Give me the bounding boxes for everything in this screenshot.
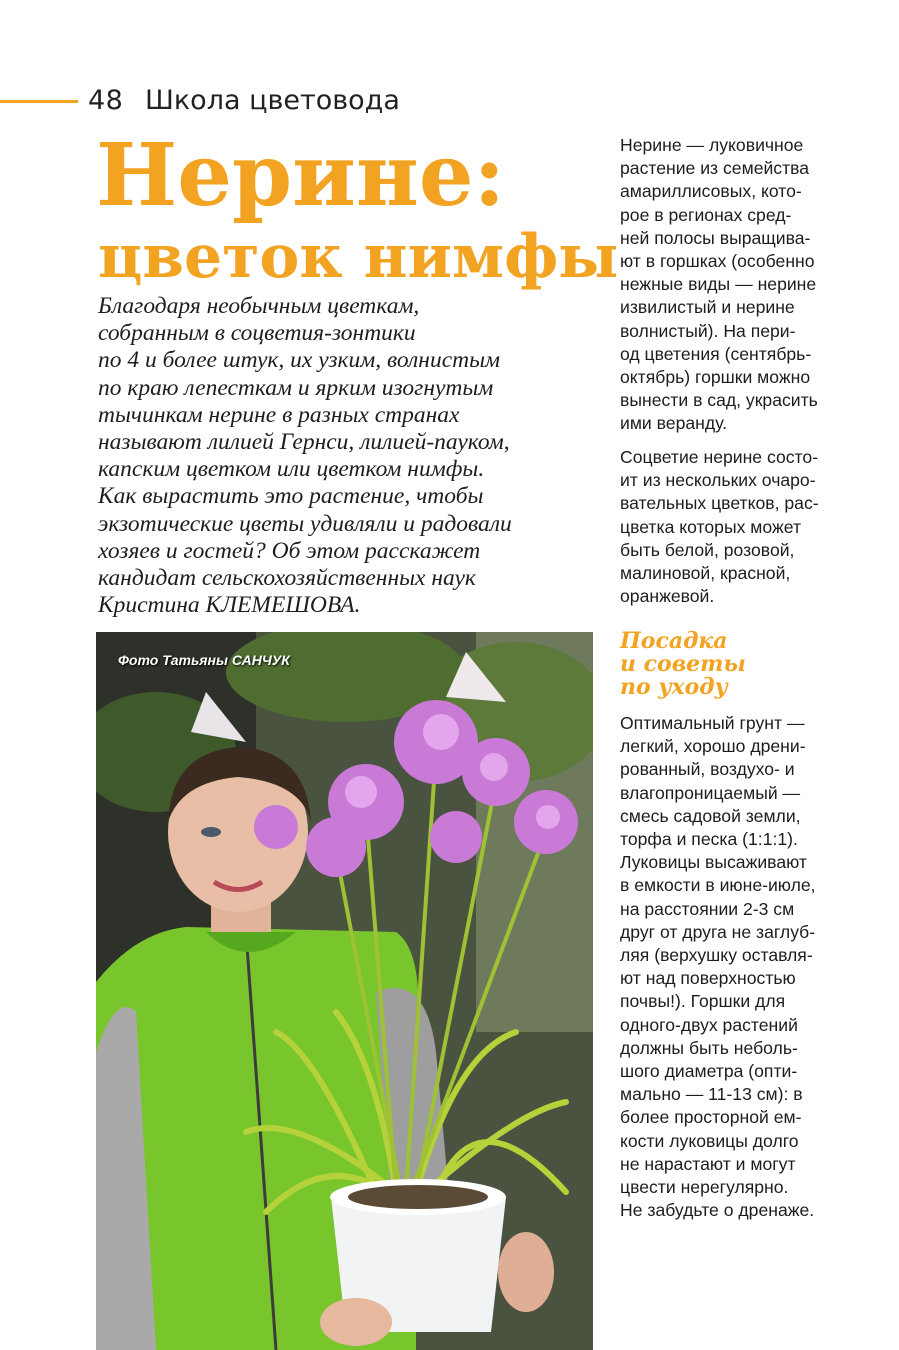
subheading-line: и советы: [620, 651, 746, 677]
inflorescence-paragraph: [620, 446, 858, 608]
text-line: рое в регионах сред-: [620, 204, 792, 225]
page-number: 48: [88, 85, 124, 116]
text-line: рованный, воздухо- и: [620, 759, 795, 780]
subheading-line: Посадка: [620, 628, 728, 654]
text-line: вательных цветков, рас-: [620, 493, 819, 514]
text-line: малиновой, красной,: [620, 563, 791, 584]
lead-line: тычинкам нерине в разных странах: [98, 401, 460, 428]
lead-line: экзотические цветы удивляли и радовали: [98, 510, 512, 537]
text-line: Соцветие нерине состо-: [620, 447, 819, 467]
lead-line: собранным в соцветия-зонтики: [98, 320, 416, 347]
text-line: цвести нерегулярно.: [620, 1177, 789, 1198]
lead-line: Благодаря необычным цветкам,: [98, 293, 420, 319]
text-line: торфа и песка (1:1:1).: [620, 829, 798, 850]
text-line: друг от друга не заглуб-: [620, 921, 816, 942]
photo-credit: Фото Татьяны САНЧУК: [118, 652, 290, 668]
text-line: кости луковицы долго: [620, 1130, 799, 1151]
care-subheading: [620, 630, 870, 699]
text-line: волнистый). На пери-: [620, 320, 796, 341]
lead-line: называют лилией Гернси, лилией-пауком,: [98, 429, 510, 456]
article-title-line1: Нерине:: [96, 125, 506, 226]
lead-line: Кристина КЛЕМЕШОВА.: [98, 592, 361, 619]
text-line: ими веранду.: [620, 413, 728, 434]
text-line: шого диаметра (опти-: [620, 1061, 798, 1082]
text-line: од цветения (сентябрь-: [620, 343, 812, 364]
lead-line: по краю лепесткам и ярким изогнутым: [98, 374, 494, 401]
text-line: октябрь) горшки можно: [620, 367, 811, 388]
text-line: оранжевой.: [620, 586, 715, 607]
text-line: мально — 11-13 см): в: [620, 1084, 803, 1105]
text-line: извилистый и нерине: [620, 297, 795, 318]
text-line: должны быть неболь-: [620, 1037, 798, 1058]
text-line: на расстоянии 2-3 см: [620, 898, 795, 919]
lead-line: Как вырастить это растение, чтобы: [98, 483, 484, 510]
text-line: влагопроницаемый —: [620, 782, 801, 803]
text-line: Луковицы высаживают: [620, 852, 807, 873]
header-rule: [0, 100, 78, 103]
text-line: в емкости в июне-июле,: [620, 875, 816, 896]
text-line: более просторной ем-: [620, 1107, 802, 1128]
text-line: не нарастают и могут: [620, 1153, 796, 1174]
text-line: одного-двух растений: [620, 1014, 798, 1035]
text-line: цветка которых может: [620, 516, 802, 537]
text-line: Нерине — луковичное: [620, 135, 804, 155]
section-name: Школа цветовода: [145, 85, 400, 116]
text-line: Не забудьте о дренаже.: [620, 1200, 815, 1221]
article-title-line2: цветок нимфы: [98, 222, 619, 292]
lead-line: кандидат сельскохозяйственных наук: [98, 565, 476, 592]
lead-line: по 4 и более штук, их узким, волнистым: [98, 347, 501, 374]
planting-paragraph: [620, 712, 858, 1222]
text-line: ют в горшках (особенно: [620, 251, 815, 272]
text-line: амариллисовых, кото-: [620, 181, 802, 202]
lead-paragraph: [98, 293, 598, 619]
text-line: ют над поверхностью: [620, 968, 796, 989]
text-line: Оптимальный грунт —: [620, 713, 805, 733]
text-line: почвы!). Горшки для: [620, 991, 786, 1012]
text-line: смесь садовой земли,: [620, 805, 801, 826]
lead-line: хозяев и гостей? Об этом расскажет: [98, 537, 481, 564]
intro-paragraph: [620, 134, 858, 436]
photo-illustration: [96, 632, 593, 1350]
text-line: быть белой, розовой,: [620, 539, 795, 560]
text-line: ляя (верхушку оставля-: [620, 945, 813, 966]
lead-line: капским цветком или цветком нимфы.: [98, 456, 485, 483]
article-photo: [96, 632, 593, 1350]
text-line: легкий, хорошо дрени-: [620, 736, 806, 757]
subheading-line: по уходу: [620, 674, 728, 700]
text-line: растение из семейства: [620, 158, 810, 179]
text-line: ней полосы выращива-: [620, 227, 811, 248]
text-line: вынести в сад, украсить: [620, 390, 818, 411]
text-line: нежные виды — нерине: [620, 274, 817, 295]
text-line: ит из нескольких очаро-: [620, 470, 816, 491]
